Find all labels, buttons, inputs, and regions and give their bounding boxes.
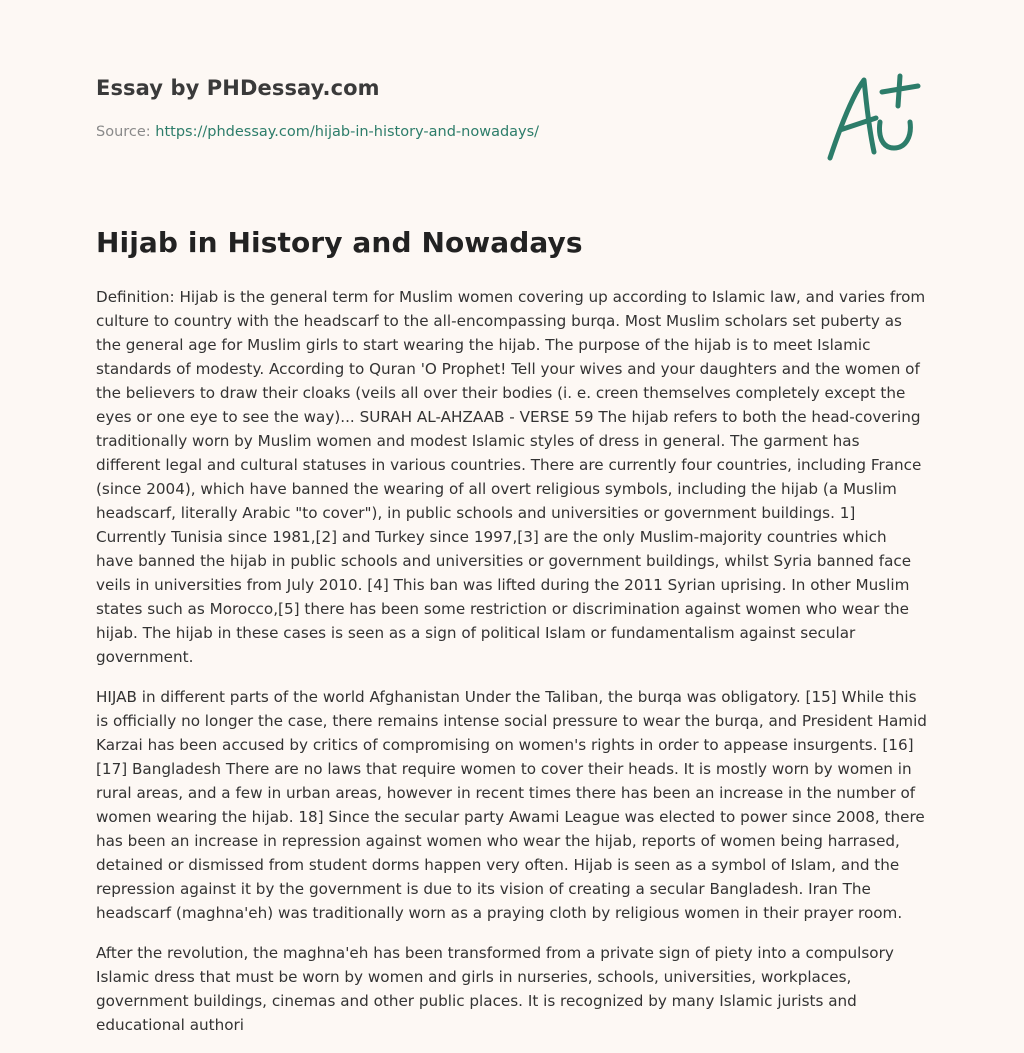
article-body — [96, 285, 928, 1053]
source-line — [96, 124, 539, 140]
paragraph: Definition: Hijab is the general term for Muslim women covering up according to Islamic law, and varies from culture to country with the headscarf to the all-encompassing burqa. Most Muslim scholars set puberty as the general age for Muslim girls to start wearing the hijab. The purpose of the hijab is to meet Islamic standards of modesty. According to Quran 'O Prophet! Tell your wives and your daughters and the women of the believers to draw their cloaks (veils all over their bodies (i. e. creen themselves completely except the eyes or one eye to see the way)... SURAH AL-AHZAAB - VERSE 59 The hijab refers to both the head-covering traditionally worn by Muslim women and modest Islamic styles of dress in general. The garment has different legal and cultural statuses in various countries. There are currently four countries, including France (since 2004), which have banned the wearing of all overt religious symbols, including the hijab (a Muslim headscarf, literally Arabic "to cover"), in public schools and universities or government buildings. 1] Currently Tunisia since 1981,[2] and Turkey since 1997,[3] are the only Muslim-majority countries which have banned the hijab in public schools and universities or government buildings, whilst Syria banned face veils in universities from July 2010. [4] This ban was lifted during the 2011 Syrian uprising. In other Muslim states such as Morocco,[5] there has been some restriction or discrimination against women who wear the hijab. The hijab in these cases is seen as a sign of political Islam or fundamentalism against secular government. — [96, 288, 926, 666]
paragraph: After the revolution, the maghna'eh has been transformed from a private sign of piety into a compulsory Islamic dress that must be worn by women and girls in nurseries, schools, universities, workplaces, government buildings, cinemas and other public places. It is recognized by many Islamic jurists and educational authori — [96, 944, 894, 1034]
paragraph: HIJAB in different parts of the world Afghanistan Under the Taliban, the burqa was obligatory. [15] While this is officially no longer the case, there remains intense social pressure to wear the burqa, and President Hamid Karzai has been accused by critics of compromising on women's rights in order to appease insurgents. [16][17] Bangladesh There are no laws that require women to cover their heads. It is mostly worn by women in rural areas, and a few in urban areas, however in recent times there has been an increase in the number of women wearing the hijab. 18] Since the secular party Awami League was elected to power since 2008, there has been an increase in repression against women who wear the hijab, reports of women being harrased, detained or dismissed from student dorms happen very often. Hijab is seen as a symbol of Islam, and the repression against it by the government is due to its vision of creating a secular Bangladesh. Iran The headscarf (maghna'eh) was traditionally worn as a praying cloth by religious women in their prayer room. — [96, 688, 927, 922]
site-brand: Essay by PHDessay.com — [96, 76, 380, 100]
article-title: Hijab in History and Nowadays — [96, 226, 583, 259]
source-link[interactable]: https://phdessay.com/hijab-in-history-and-nowadays/ — [155, 124, 540, 140]
source-label: Source: — [96, 124, 156, 140]
a-plus-grade-icon — [818, 66, 928, 166]
